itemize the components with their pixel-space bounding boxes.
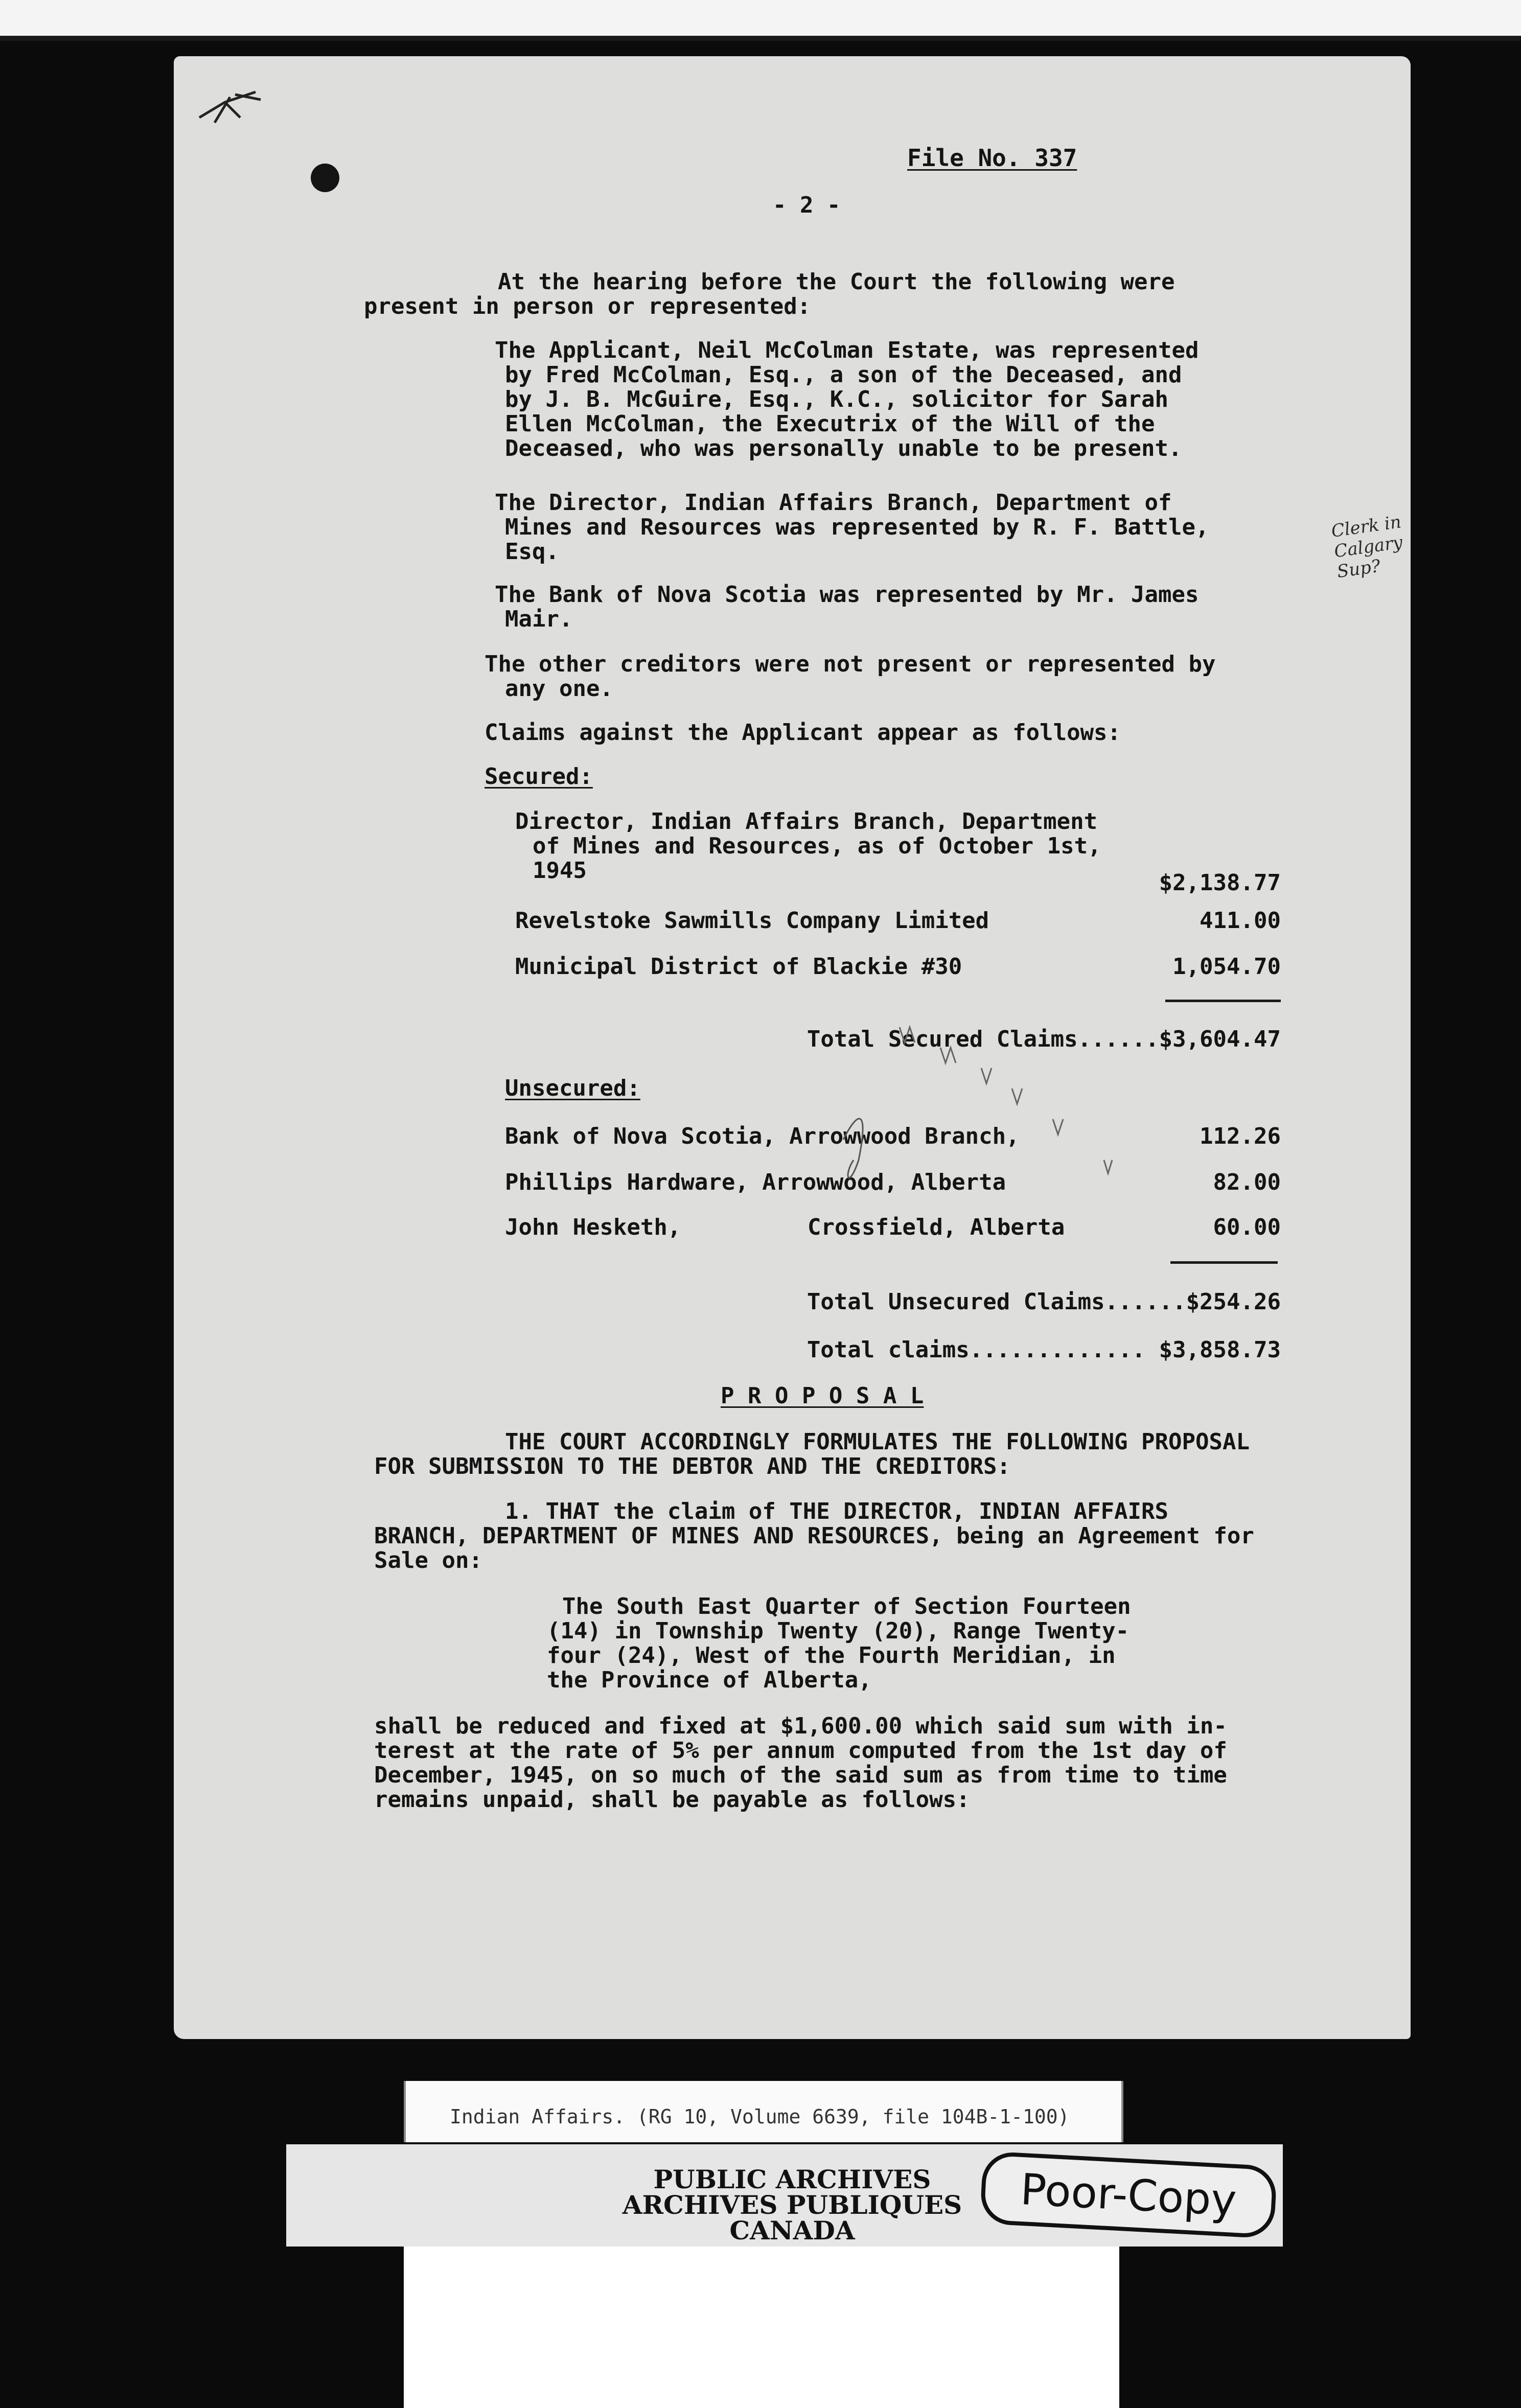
secured-item-line: of Mines and Resources, as of October 1st,: [533, 833, 1101, 859]
subtotal-rule: [1165, 1000, 1281, 1002]
attendee-line: by Fred McColman, Esq., a son of the Deceased, and: [505, 362, 1182, 388]
subtotal-rule: [1170, 1261, 1278, 1264]
secured-total-label: Total Secured Claims......: [806, 1026, 1159, 1052]
unsecured-item-amount: 60.00: [1213, 1214, 1281, 1240]
unsecured-item-name: John Hesketh,: [505, 1214, 681, 1240]
unsecured-item-amount: 112.26: [1200, 1123, 1281, 1149]
top-border-strip: [0, 0, 1521, 37]
land-description-line: The South East Quarter of Section Fourteen: [562, 1593, 1131, 1619]
land-description-line: (14) in Township Twenty (20), Range Twenty-: [547, 1618, 1130, 1644]
secured-item-line: Municipal District of Blackie #30: [515, 954, 962, 980]
secured-item-line: 1945: [533, 858, 587, 884]
handwritten-margin-note: Clerk in Calgary Sup?: [1330, 512, 1404, 583]
attendee-line: any one.: [505, 676, 613, 702]
page-number: - 2 -: [773, 192, 841, 218]
top-border-line: [0, 36, 1521, 41]
attendee-line: The Director, Indian Affairs Branch, Department of: [495, 490, 1172, 516]
secured-item-amount: 411.00: [1200, 908, 1281, 934]
unsecured-item-location: Crossfield, Alberta: [808, 1214, 1065, 1240]
clause-line: 1. THAT the claim of THE DIRECTOR, INDIAN AFFAIRS: [505, 1498, 1169, 1524]
secured-item-amount: 1,054.70: [1172, 954, 1281, 980]
claims-intro: Claims against the Applicant appear as follows:: [485, 720, 1121, 746]
unsecured-total: [807, 1290, 1281, 1314]
continuation-line: December, 1945, on so much of the said sum as from time to time: [374, 1762, 1227, 1788]
unsecured-item-name: Phillips Hardware, Arrowwood, Alberta: [505, 1169, 1006, 1195]
clause-line: BRANCH, DEPARTMENT OF MINES AND RESOURCES, being an Agreement for: [374, 1523, 1254, 1549]
grand-total: [807, 1338, 1281, 1362]
unsecured-total-label: Total Unsecured Claims......: [806, 1289, 1186, 1315]
land-description-line: four (24), West of the Fourth Meridian, in: [547, 1642, 1116, 1669]
attendee-line: Ellen McColman, the Executrix of the Will of the: [505, 411, 1155, 437]
continuation-line: shall be reduced and fixed at $1,600.00 which said sum with in-: [374, 1713, 1227, 1739]
continuation-line: terest at the rate of 5% per annum computed from the 1st day of: [374, 1738, 1227, 1764]
attendee-line: The other creditors were not present or represented by: [485, 651, 1216, 677]
archive-reference: Indian Affairs. (RG 10, Volume 6639, file 104B-1-100): [450, 2105, 1070, 2128]
attendee-line: Deceased, who was personally unable to be present.: [505, 435, 1182, 461]
unsecured-item-name: Bank of Nova Scotia, Arrowwood Branch,: [505, 1123, 1020, 1149]
intro-line: At the hearing before the Court the following were: [498, 269, 1175, 295]
unsecured-heading: Unsecured:: [505, 1075, 640, 1101]
stamp-line: CANADA: [729, 2215, 855, 2245]
attendee-line: The Applicant, Neil McColman Estate, was represented: [495, 337, 1199, 363]
secured-heading: Secured:: [485, 763, 593, 790]
file-number: File No. 337: [907, 144, 1077, 172]
proposal-intro-line: THE COURT ACCORDINGLY FORMULATES THE FOLLOWING PROPOSAL: [505, 1429, 1250, 1455]
secured-item-line: Director, Indian Affairs Branch, Department: [515, 808, 1098, 835]
archive-label-lower: [404, 2247, 1119, 2408]
secured-item-amount: $2,138.77: [1159, 870, 1281, 896]
attendee-line: Mair.: [505, 606, 573, 632]
document-page: [174, 56, 1411, 2039]
continuation-line: remains unpaid, shall be payable as follows:: [374, 1787, 970, 1813]
grand-total-amount: $3,858.73: [1159, 1337, 1281, 1363]
pencil-scribble: [838, 1007, 1298, 1252]
attendee-line: The Bank of Nova Scotia was represented by Mr. James: [495, 582, 1199, 608]
poor-copy-stamp: Poor-Copy: [980, 2151, 1278, 2239]
land-description-line: the Province of Alberta,: [547, 1667, 872, 1693]
secured-total-amount: $3,604.47: [1159, 1026, 1281, 1052]
attendee-line: Mines and Resources was represented by R. F. Battle,: [505, 514, 1209, 540]
unsecured-item-amount: 82.00: [1213, 1169, 1281, 1195]
attendee-line: Esq.: [505, 539, 559, 565]
unsecured-total-amount: $254.26: [1186, 1289, 1281, 1315]
proposal-intro-line: FOR SUBMISSION TO THE DEBTOR AND THE CREDITORS:: [374, 1453, 1011, 1479]
stamp-line: ARCHIVES PUBLIQUES: [622, 2190, 962, 2220]
grand-total-label: Total claims.............: [806, 1337, 1146, 1363]
attendee-line: by J. B. McGuire, Esq., K.C., solicitor for Sarah: [505, 386, 1169, 412]
stamp-line: PUBLIC ARCHIVES: [653, 2164, 931, 2194]
intro-line: present in person or represented:: [364, 293, 811, 319]
secured-item-line: Revelstoke Sawmills Company Limited: [515, 908, 989, 934]
public-archives-stamp: [593, 2164, 992, 2245]
proposal-heading: P R O P O S A L: [721, 1383, 924, 1409]
clause-line: Sale on:: [374, 1547, 482, 1573]
